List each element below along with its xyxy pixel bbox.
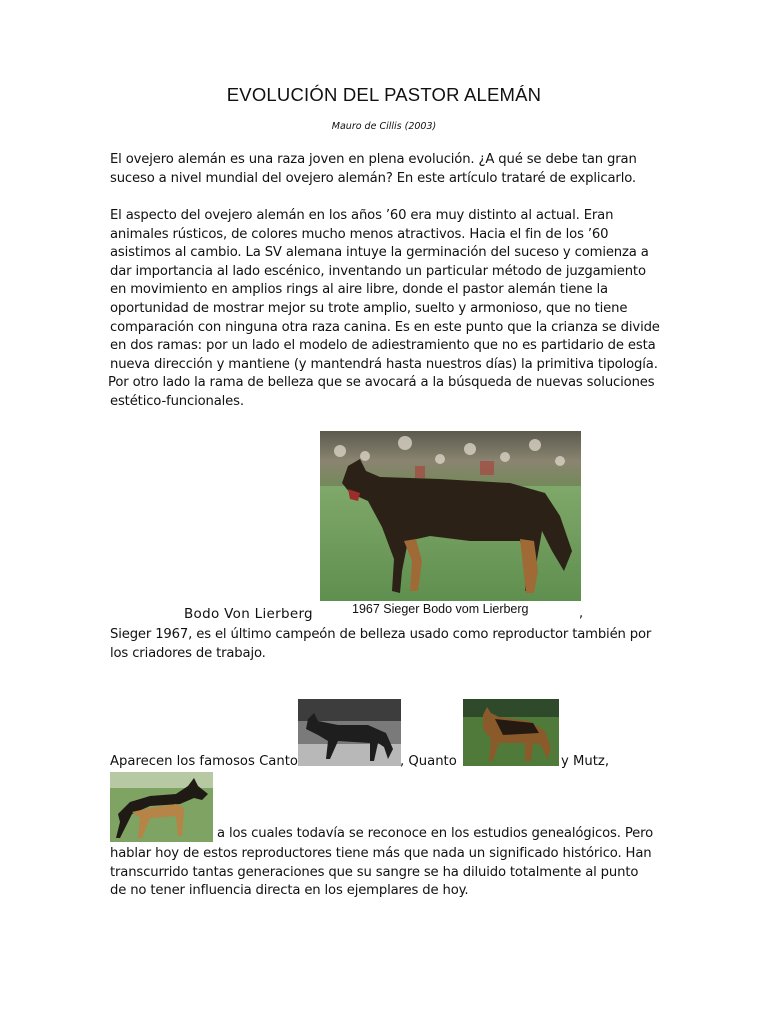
paragraph-line: Por otro lado la rama de belleza que se avocará a la búsqueda de nuevas soluciones [108,375,655,391]
paragraph-history [110,207,670,412]
dog-photo-mutz [110,772,213,842]
paragraph-line: animales rústicos, de colores mucho menos atractivos. Hacia el fin de los ’60 [110,226,609,242]
paragraph-line: de no tener influencia directa en los ejemplares de hoy. [110,883,469,899]
dog-photo-canto [298,699,401,766]
paragraph-line: dar importancia al lado escénico, inventando un particular método de juzgamiento [110,263,646,279]
paragraph-line: nueva dirección y mantiene (y mantendrá hasta nuestros días) la primitiva tipología. [110,356,658,372]
dog-name-bodo: Bodo Von Lierberg [184,606,313,622]
mutz-photo [110,772,213,842]
paragraph-line: estético-funcionales. [110,393,244,409]
paragraph-bodo [110,626,670,663]
page-title: EVOLUCIÓN DEL PASTOR ALEMÁN [226,84,542,105]
text-quanto: , Quanto [400,754,457,769]
paragraph-line: en dos ramas: por un lado el modelo de adiestramiento que no es partidario de esta [110,338,656,354]
dog-photo-bodo [320,431,581,601]
paragraph-line: El ovejero alemán es una raza joven en plena evolución. ¿A qué se debe tan gran [110,152,637,167]
bodo-photo [320,431,581,601]
text-mutz: y Mutz, [561,754,610,769]
paragraph-line: transcurrido tantas generaciones que su sangre se ha diluido totalmente al punto [110,864,639,880]
paragraph-line: oportunidad de mostrar mejor su trote amplio, suelto y armonioso, que no tiene [110,300,628,316]
paragraph-line: comparación con ninguna otra raza canina. Es en este punto que la crianza se divide [110,319,660,335]
paragraph-famous [110,845,670,901]
paragraph-line: hablar hoy de estos reproductores tiene más que nada un significado histórico. Han [110,846,652,861]
paragraph-line: El aspecto del ovejero alemán en los años ’60 era muy distinto al actual. Eran [110,208,614,223]
canto-photo [298,699,401,766]
author-line: Mauro de Cillis (2003) [331,121,437,132]
photo-caption: 1967 Sieger Bodo vom Lierberg [352,602,529,616]
text-famous-intro: Aparecen los famosos Canto [110,754,298,769]
paragraph-line: Sieger 1967, es el último campeón de belleza usado como reproductor también por [110,627,652,642]
dog-photo-quanto [463,699,559,766]
comma: , [579,606,584,621]
paragraph-line: suceso a nivel mundial del ovejero alemán? En este artículo trataré de explicarlo. [110,170,636,186]
quanto-photo [463,699,559,766]
paragraph-line: en movimiento en amplios rings al aire libre, donde el pastor alemán tiene la [110,282,608,298]
paragraph-line: asistimos al cambio. La SV alemana intuye la germinación del suceso y comienza a [110,245,649,261]
text-famous-rest: a los cuales todavía se reconoce en los estudios genealógicos. Pero [217,826,654,841]
paragraph-intro [110,151,670,188]
paragraph-line: los criadores de trabajo. [110,645,266,661]
